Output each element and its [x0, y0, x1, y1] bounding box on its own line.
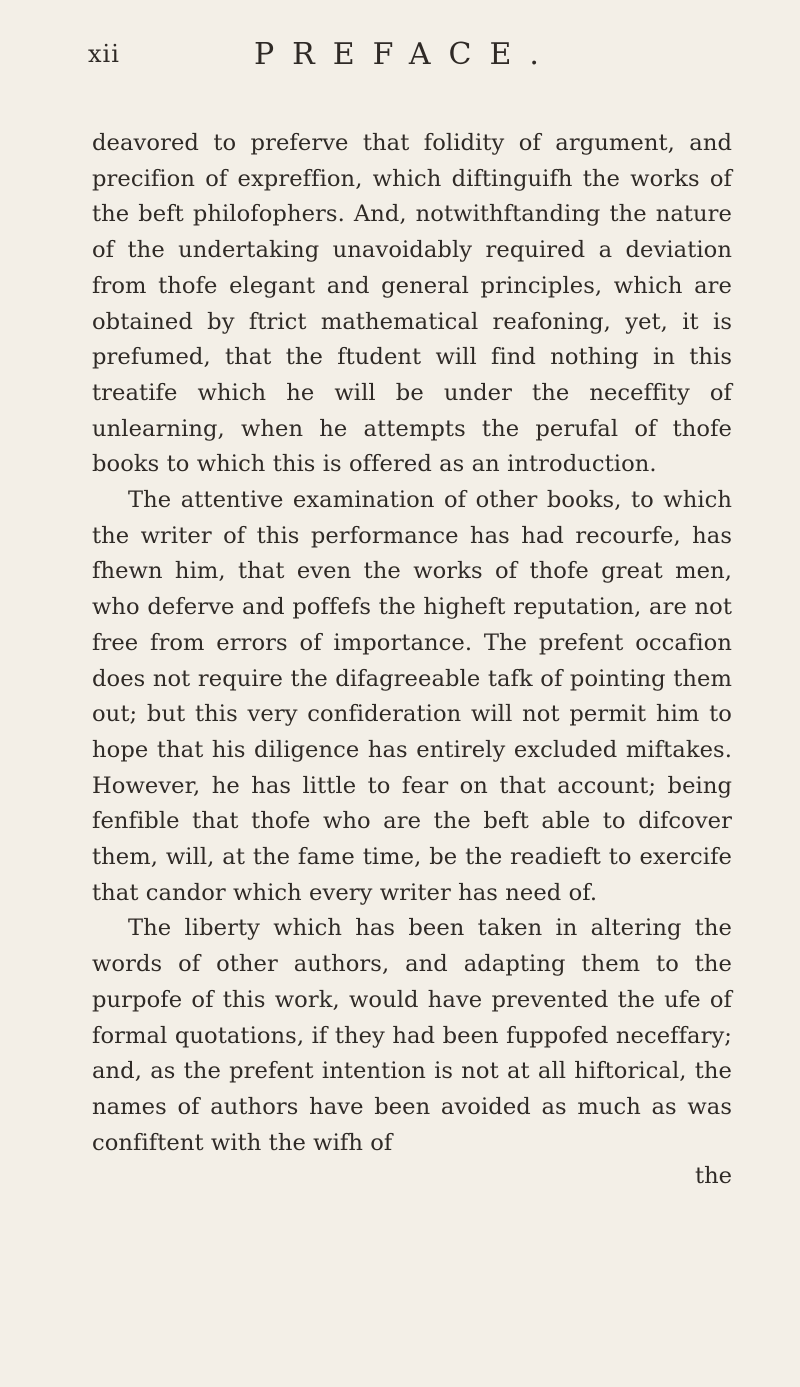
page-header: [88, 37, 700, 80]
running-title: PREFACE.: [254, 37, 557, 72]
paragraph-liberty: The liberty which has been taken in altering the words of other authors, and adapting them to the purpofe of this work, would have prevented the ufe of formal quotations, if they had been fuppofed neceffary; and, as the prefent intention is not at all hiftorical, the names of authors have been avoided as much as was confiftent with the wifh of: [92, 915, 732, 1156]
body-text: [92, 126, 732, 1161]
paragraph-continued: deavored to preferve that folidity of argument, and precifion of expreffion, which diftinguifh the works of the beft philofophers. And, notwithftanding the nature of the undertaking unavoidably required a deviation from thofe elegant and general principles, which are obtained by ftrict mathematical reafoning, yet, it is prefumed, that the ftudent will find nothing in this treatife which he will be under the neceffity of unlearning, when he attempts the perufal of thofe books to which this is offered as an introduction.: [92, 130, 732, 478]
page-number: xii: [88, 40, 120, 68]
paragraph-attentive-examination: The attentive examination of other books, to which the writer of this performance has had recourfe, has fhewn him, that even the works of thofe great men, who deferve and poffefs the higheft reputation, are not free from errors of importance. The prefent occafion does not require the difagreeable tafk of pointing them out; but this very confideration will not permit him to hope that his diligence has entirely excluded miftakes. However, he has little to fear on that account; being fenfible that thofe who are the beft able to difcover them, will, at the fame time, be the readieft to exercife that candor which every writer has need of.: [92, 487, 732, 906]
catchword: the: [694, 1163, 732, 1190]
